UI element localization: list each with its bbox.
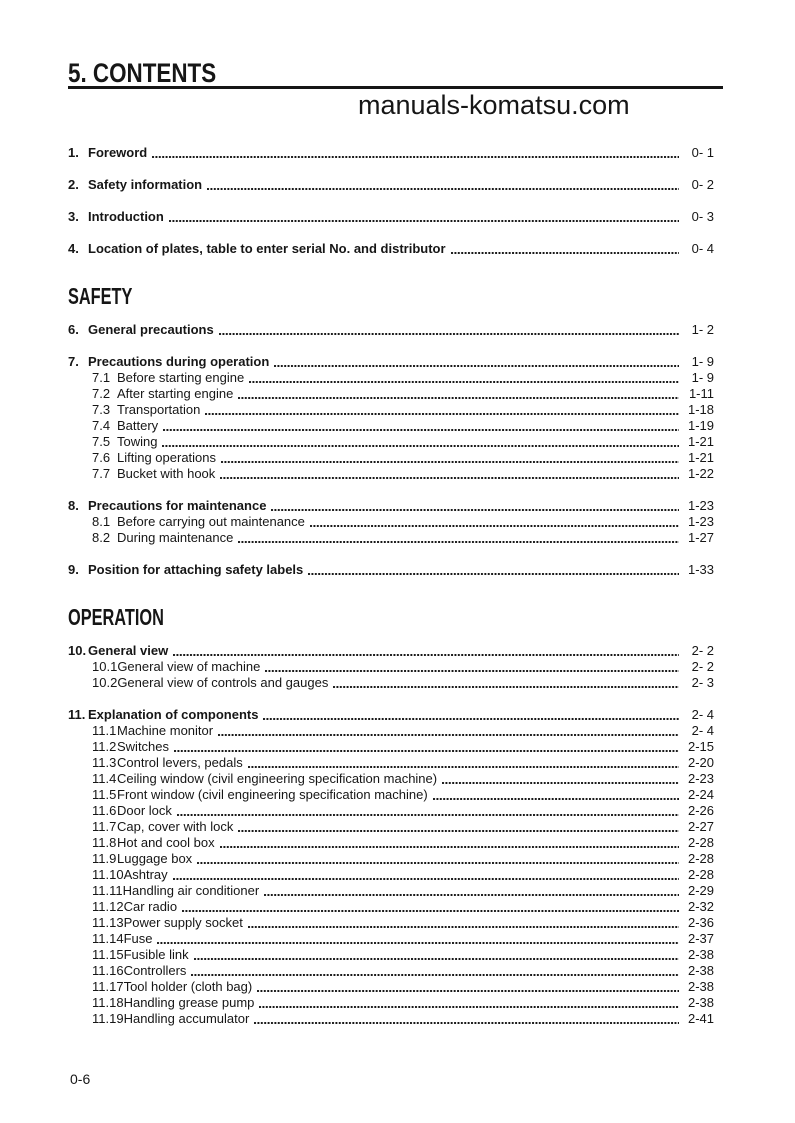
toc-item-page: 1- 9	[691, 354, 714, 369]
toc-item-label: General view of machine	[117, 659, 261, 674]
toc-item	[68, 707, 714, 723]
dot-leader	[216, 450, 682, 466]
toc-item	[68, 241, 714, 257]
toc-item-page: 2-37	[687, 931, 714, 946]
toc-item-number: 11.7	[92, 819, 117, 834]
toc-item-label: Power supply socket	[123, 915, 243, 930]
toc-item-number: 11.1	[92, 723, 117, 738]
dot-leader	[428, 787, 682, 803]
toc-item	[68, 963, 714, 979]
dot-leader	[192, 851, 682, 867]
toc-item-label: Location of plates, table to enter serial No. and distributor	[88, 241, 446, 256]
dot-leader	[169, 739, 682, 755]
dot-leader	[446, 241, 682, 257]
toc-item-number: 7.1	[92, 370, 111, 385]
toc-item-page: 1- 2	[691, 322, 714, 337]
toc-item-page: 2-24	[687, 787, 714, 802]
toc-item-label: Front window (civil engineering specification machine)	[117, 787, 428, 802]
toc-item-label: Lifting operations	[117, 450, 217, 465]
dot-leader	[189, 947, 682, 963]
toc-item-number: 7.	[68, 354, 79, 369]
toc-item-label: Hot and cool box	[117, 835, 215, 850]
toc-item-page: 2-23	[687, 771, 714, 786]
toc-item-page: 2-38	[687, 963, 714, 978]
toc-item-number: 11.12	[92, 899, 124, 914]
toc-item-page: 1-18	[687, 402, 714, 417]
dot-leader	[164, 209, 682, 225]
toc-item	[68, 386, 714, 402]
dot-leader	[215, 466, 682, 482]
toc-item-number: 11.18	[92, 995, 124, 1010]
toc-item	[68, 787, 714, 803]
toc-item	[68, 979, 714, 995]
toc-item	[68, 354, 714, 370]
toc-item	[68, 947, 714, 963]
toc-item-number: 11.5	[92, 787, 117, 802]
dot-leader	[233, 530, 682, 546]
dot-leader	[244, 370, 682, 386]
dot-leader	[147, 145, 682, 161]
toc-item-page: 2-26	[687, 803, 714, 818]
toc-section	[68, 604, 714, 1027]
toc-section-heading-text: SAFETY	[68, 283, 133, 309]
toc-item-number: 11.13	[92, 915, 124, 930]
dot-leader	[243, 915, 682, 931]
toc-item-page: 2- 3	[691, 675, 714, 690]
toc-item-page: 1-27	[687, 530, 714, 545]
toc-item-label: Car radio	[123, 899, 178, 914]
toc-item-label: During maintenance	[117, 530, 234, 545]
toc-item-number: 10.2	[92, 675, 118, 690]
toc-item	[68, 739, 714, 755]
toc-item-page: 1-33	[687, 562, 714, 577]
toc-item-page: 1-19	[687, 418, 714, 433]
toc-item	[68, 995, 714, 1011]
toc-item-number: 11.15	[92, 947, 124, 962]
toc-item-page: 2- 2	[691, 643, 714, 658]
toc-item	[68, 643, 714, 659]
toc-item	[68, 851, 714, 867]
toc-item-number: 7.6	[92, 450, 111, 465]
dot-leader	[233, 819, 682, 835]
dot-leader	[202, 177, 682, 193]
toc-item-label: Bucket with hook	[117, 466, 216, 481]
toc-item-page: 2-32	[687, 899, 714, 914]
toc-item	[68, 514, 714, 530]
toc-item	[68, 450, 714, 466]
toc-item-page: 0- 4	[691, 241, 714, 256]
toc-item-label: Ashtray	[123, 867, 168, 882]
toc-item-page: 1-22	[687, 466, 714, 481]
toc-item-page: 1-23	[687, 514, 714, 529]
toc-item-label: Towing	[117, 434, 158, 449]
toc-item	[68, 819, 714, 835]
toc-item-number: 3.	[68, 209, 79, 224]
page-title-rule	[68, 58, 723, 89]
toc-item-label: Switches	[117, 739, 170, 754]
toc-item	[68, 177, 714, 193]
toc-item-page: 2- 2	[691, 659, 714, 674]
toc-item-number: 8.1	[92, 514, 111, 529]
toc-item-number: 7.3	[92, 402, 111, 417]
toc-item-page: 2-28	[687, 851, 714, 866]
toc-item-page: 2-28	[687, 867, 714, 882]
toc-item-number: 11.3	[92, 755, 117, 770]
toc-item-number: 6.	[68, 322, 79, 337]
toc-item-label: Cap, cover with lock	[117, 819, 234, 834]
toc-item-number: 11.8	[92, 835, 117, 850]
dot-leader	[152, 931, 682, 947]
toc-item-label: Handling accumulator	[123, 1011, 250, 1026]
toc-item-number: 11.4	[92, 771, 117, 786]
toc-item-label: Position for attaching safety labels	[88, 562, 304, 577]
dot-leader	[172, 803, 682, 819]
dot-leader	[260, 659, 682, 675]
toc-item	[68, 322, 714, 338]
toc-item	[68, 466, 714, 482]
toc-item-page: 1-21	[687, 450, 714, 465]
toc-item-page: 0- 1	[691, 145, 714, 160]
footer-page-number: 0-6	[70, 1071, 91, 1087]
toc-item-number: 11.11	[92, 883, 123, 898]
dot-leader	[213, 723, 682, 739]
toc-item-number: 11.2	[92, 739, 117, 754]
toc-item	[68, 723, 714, 739]
toc-item-number: 11.19	[92, 1011, 124, 1026]
toc-item	[68, 835, 714, 851]
toc-item-page: 2-29	[687, 883, 714, 898]
toc-item	[68, 883, 714, 899]
toc-item-page: 2-27	[687, 819, 714, 834]
toc-item	[68, 915, 714, 931]
toc-item-label: Handling air conditioner	[122, 883, 260, 898]
toc-item-label: Fusible link	[123, 947, 189, 962]
dot-leader	[328, 675, 682, 691]
toc-item-number: 11.14	[92, 931, 124, 946]
dot-leader	[214, 322, 682, 338]
toc-item-label: Transportation	[117, 402, 201, 417]
toc-item-number: 7.4	[92, 418, 111, 433]
toc-item	[68, 209, 714, 225]
toc-item-label: Explanation of components	[88, 707, 259, 722]
toc-item-page: 2-20	[687, 755, 714, 770]
dot-leader	[200, 402, 682, 418]
toc-item-number: 11.16	[92, 963, 124, 978]
toc-item-page: 2-38	[687, 995, 714, 1010]
dot-leader	[259, 883, 682, 899]
toc-item-label: Controllers	[123, 963, 187, 978]
toc-item-label: Luggage box	[117, 851, 193, 866]
toc-item-number: 1.	[68, 145, 79, 160]
toc-item-page: 2-38	[687, 979, 714, 994]
dot-leader	[177, 899, 682, 915]
toc-item-label: Fuse	[123, 931, 153, 946]
toc-item-label: General precautions	[88, 322, 214, 337]
toc-item	[68, 530, 714, 546]
toc-item-number: 7.5	[92, 434, 111, 449]
toc-item-label: Tool holder (cloth bag)	[123, 979, 253, 994]
page-title: 5. CONTENTS	[68, 58, 217, 88]
toc-item-label: Precautions for maintenance	[88, 498, 267, 513]
toc-item-label: Safety information	[88, 177, 203, 192]
dot-leader	[243, 755, 682, 771]
toc-item-label: Door lock	[117, 803, 172, 818]
toc-item-number: 8.	[68, 498, 79, 513]
dot-leader	[186, 963, 682, 979]
toc-item	[68, 434, 714, 450]
toc-item	[68, 675, 714, 691]
toc-item-page: 0- 3	[691, 209, 714, 224]
toc-item-label: Handling grease pump	[123, 995, 255, 1010]
toc-item-number: 11.	[68, 707, 86, 722]
toc-item	[68, 803, 714, 819]
dot-leader	[168, 867, 682, 883]
toc-item	[68, 659, 714, 675]
toc-item-number: 4.	[68, 241, 79, 256]
dot-leader	[157, 434, 682, 450]
toc-item-number: 7.2	[92, 386, 111, 401]
toc-item-page: 2-28	[687, 835, 714, 850]
dot-leader	[303, 562, 682, 578]
toc-item-page: 1- 9	[691, 370, 714, 385]
dot-leader	[215, 835, 682, 851]
toc-item-page: 1-23	[687, 498, 714, 513]
toc-item-number: 11.10	[92, 867, 124, 882]
toc-item-number: 10.1	[92, 659, 118, 674]
toc-item-number: 9.	[68, 562, 79, 577]
toc-item-label: Before starting engine	[117, 370, 245, 385]
dot-leader	[168, 643, 682, 659]
toc-item-page: 2- 4	[691, 707, 714, 722]
dot-leader	[258, 707, 682, 723]
dot-leader	[437, 771, 682, 787]
toc-item-page: 1-11	[688, 386, 714, 401]
toc-item-page: 2-15	[687, 739, 714, 754]
toc-item-page: 2- 4	[691, 723, 714, 738]
toc-item-page: 0- 2	[691, 177, 714, 192]
toc-item	[68, 867, 714, 883]
toc-section	[68, 145, 714, 257]
toc-item-label: Introduction	[88, 209, 164, 224]
toc-section-heading-text: OPERATION	[68, 604, 164, 630]
toc-item-label: Control levers, pedals	[117, 755, 243, 770]
toc-item-page: 1-21	[687, 434, 714, 449]
toc-item-number: 11.17	[92, 979, 124, 994]
watermark-site-url: manuals-komatsu.com	[358, 90, 630, 120]
dot-leader	[305, 514, 682, 530]
dot-leader	[266, 498, 682, 514]
toc-section-heading	[68, 604, 714, 630]
toc	[68, 129, 714, 1027]
dot-leader	[252, 979, 682, 995]
toc-item	[68, 418, 714, 434]
toc-item	[68, 771, 714, 787]
toc-item-label: Machine monitor	[117, 723, 214, 738]
toc-item-page: 2-36	[687, 915, 714, 930]
toc-item	[68, 755, 714, 771]
toc-item-number: 11.9	[92, 851, 117, 866]
toc-item-page: 2-38	[687, 947, 714, 962]
toc-item-page: 2-41	[687, 1011, 714, 1026]
toc-item-label: Precautions during operation	[88, 354, 270, 369]
toc-section	[68, 283, 714, 578]
toc-item-label: Before carrying out maintenance	[117, 514, 305, 529]
toc-item-label: Ceiling window (civil engineering specification machine)	[117, 771, 438, 786]
toc-item-label: Battery	[117, 418, 159, 433]
toc-item	[68, 498, 714, 514]
toc-item-label: After starting engine	[117, 386, 234, 401]
dot-leader	[233, 386, 682, 402]
toc-item-label: Foreword	[88, 145, 148, 160]
toc-item	[68, 370, 714, 386]
toc-item-number: 10.	[68, 643, 87, 658]
toc-section-heading	[68, 283, 714, 309]
toc-item-label: General view of controls and gauges	[117, 675, 329, 690]
toc-item	[68, 1011, 714, 1027]
toc-item-number: 2.	[68, 177, 79, 192]
toc-item	[68, 145, 714, 161]
dot-leader	[249, 1011, 682, 1027]
toc-item	[68, 402, 714, 418]
toc-item-number: 7.7	[92, 466, 111, 481]
toc-item-number: 11.6	[92, 803, 117, 818]
toc-item-label: General view	[88, 643, 169, 658]
toc-item	[68, 931, 714, 947]
toc-item	[68, 562, 714, 578]
dot-leader	[254, 995, 682, 1011]
dot-leader	[158, 418, 682, 434]
toc-item	[68, 899, 714, 915]
dot-leader	[269, 354, 682, 370]
toc-item-number: 8.2	[92, 530, 111, 545]
